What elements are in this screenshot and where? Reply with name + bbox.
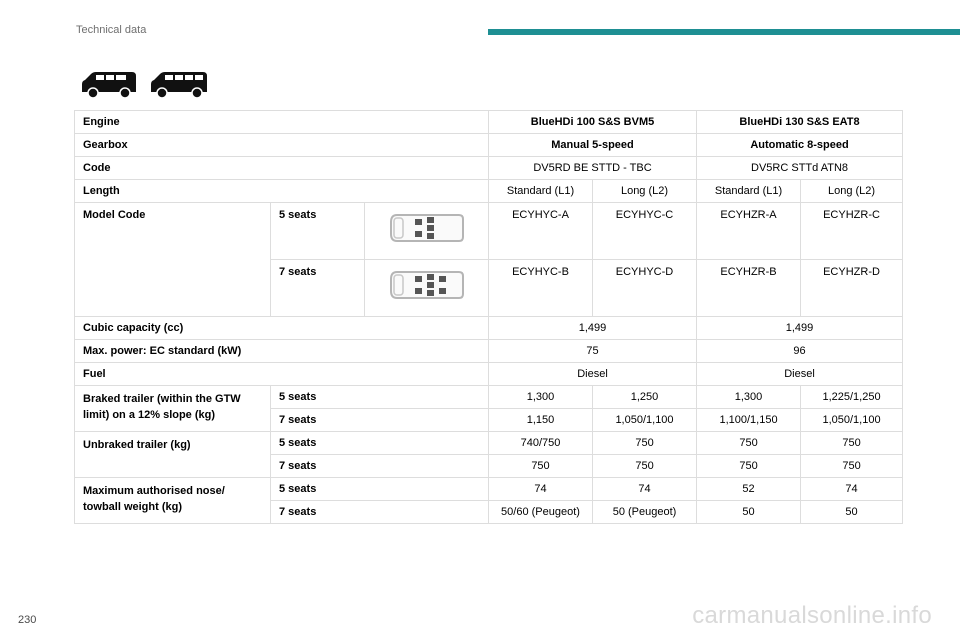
model-code-value: ECYHYC-A: [489, 203, 593, 260]
page-number: 230: [18, 614, 37, 626]
row-label: Engine: [75, 111, 489, 134]
noseweight-value: 52: [697, 478, 801, 501]
fuel-value: Diesel: [697, 363, 903, 386]
unbraked-value: 750: [489, 455, 593, 478]
unbraked-value: 750: [697, 432, 801, 455]
braked-value: 1,225/1,250: [801, 386, 903, 409]
length-value: Standard (L1): [489, 180, 593, 203]
row-label: Max. power: EC standard (kW): [75, 340, 489, 363]
seats-label: 5 seats: [271, 386, 489, 409]
vehicle-variants: [80, 70, 208, 100]
noseweight-value: 74: [593, 478, 697, 501]
noseweight-value: 50: [697, 501, 801, 524]
seats-label: 5 seats: [271, 478, 489, 501]
model-code-value: ECYHYC-C: [593, 203, 697, 260]
noseweight-value: 74: [801, 478, 903, 501]
row-label: Cubic capacity (cc): [75, 317, 489, 340]
seats-label: 7 seats: [271, 260, 365, 317]
unbraked-value: 750: [697, 455, 801, 478]
engine-value: BlueHDi 130 S&S EAT8: [697, 111, 903, 134]
unbraked-value: 750: [593, 455, 697, 478]
table-row-length: [75, 180, 903, 203]
model-code-value: ECYHYC-B: [489, 260, 593, 317]
gearbox-value: Manual 5-speed: [489, 134, 697, 157]
van-long-icon: [150, 70, 208, 100]
engine-value: BlueHDi 100 S&S BVM5: [489, 111, 697, 134]
braked-value: 1,050/1,100: [593, 409, 697, 432]
table-row-fuel: [75, 363, 903, 386]
row-label: Braked trailer (within the GTW limit) on a 12% slope (kg): [75, 386, 271, 432]
length-value: Standard (L1): [697, 180, 801, 203]
code-value: DV5RD BE STTD - TBC: [489, 157, 697, 180]
noseweight-value: 74: [489, 478, 593, 501]
seat-layout-cell: [365, 203, 489, 260]
van-standard-icon: [80, 70, 138, 100]
model-code-value: ECYHZR-D: [801, 260, 903, 317]
braked-value: 1,050/1,100: [801, 409, 903, 432]
noseweight-value: 50/60 (Peugeot): [489, 501, 593, 524]
power-value: 96: [697, 340, 903, 363]
unbraked-value: 740/750: [489, 432, 593, 455]
section-title: Technical data: [76, 24, 147, 36]
braked-value: 1,100/1,150: [697, 409, 801, 432]
noseweight-value: 50: [801, 501, 903, 524]
power-value: 75: [489, 340, 697, 363]
seat-layout-7-icon: [387, 266, 467, 304]
seats-label: 5 seats: [271, 432, 489, 455]
table-row-noseweight-5: [75, 478, 903, 501]
model-code-value: ECYHZR-B: [697, 260, 801, 317]
header-accent-bar: [488, 29, 960, 35]
seat-layout-5-icon: [387, 209, 467, 247]
seats-label: 7 seats: [271, 409, 489, 432]
seats-label: 7 seats: [271, 455, 489, 478]
table-row-code: [75, 157, 903, 180]
model-code-value: ECYHYC-D: [593, 260, 697, 317]
unbraked-value: 750: [801, 432, 903, 455]
gearbox-value: Automatic 8-speed: [697, 134, 903, 157]
model-code-value: ECYHZR-C: [801, 203, 903, 260]
row-label: Length: [75, 180, 489, 203]
table-row-braked-5: [75, 386, 903, 409]
seats-label: 5 seats: [271, 203, 365, 260]
unbraked-value: 750: [593, 432, 697, 455]
length-value: Long (L2): [593, 180, 697, 203]
row-label: Gearbox: [75, 134, 489, 157]
row-label: Model Code: [75, 203, 271, 317]
code-value: DV5RC STTd ATN8: [697, 157, 903, 180]
table-row-cubic-capacity: [75, 317, 903, 340]
table-row-model-code-5: [75, 203, 903, 260]
braked-value: 1,250: [593, 386, 697, 409]
fuel-value: Diesel: [489, 363, 697, 386]
braked-value: 1,300: [489, 386, 593, 409]
noseweight-value: 50 (Peugeot): [593, 501, 697, 524]
watermark: carmanualsonline.info: [692, 602, 932, 629]
technical-data-table: [74, 110, 903, 524]
model-code-value: ECYHZR-A: [697, 203, 801, 260]
seats-label: 7 seats: [271, 501, 489, 524]
cubic-value: 1,499: [697, 317, 903, 340]
cubic-value: 1,499: [489, 317, 697, 340]
length-value: Long (L2): [801, 180, 903, 203]
table-row-unbraked-5: [75, 432, 903, 455]
row-label: Maximum authorised nose/ towball weight (kg): [75, 478, 271, 524]
table-row-engine: [75, 111, 903, 134]
seat-layout-cell: [365, 260, 489, 317]
table-row-gearbox: [75, 134, 903, 157]
row-label: Unbraked trailer (kg): [75, 432, 271, 478]
braked-value: 1,300: [697, 386, 801, 409]
unbraked-value: 750: [801, 455, 903, 478]
row-label: Code: [75, 157, 489, 180]
row-label: Fuel: [75, 363, 489, 386]
table-row-max-power: [75, 340, 903, 363]
braked-value: 1,150: [489, 409, 593, 432]
